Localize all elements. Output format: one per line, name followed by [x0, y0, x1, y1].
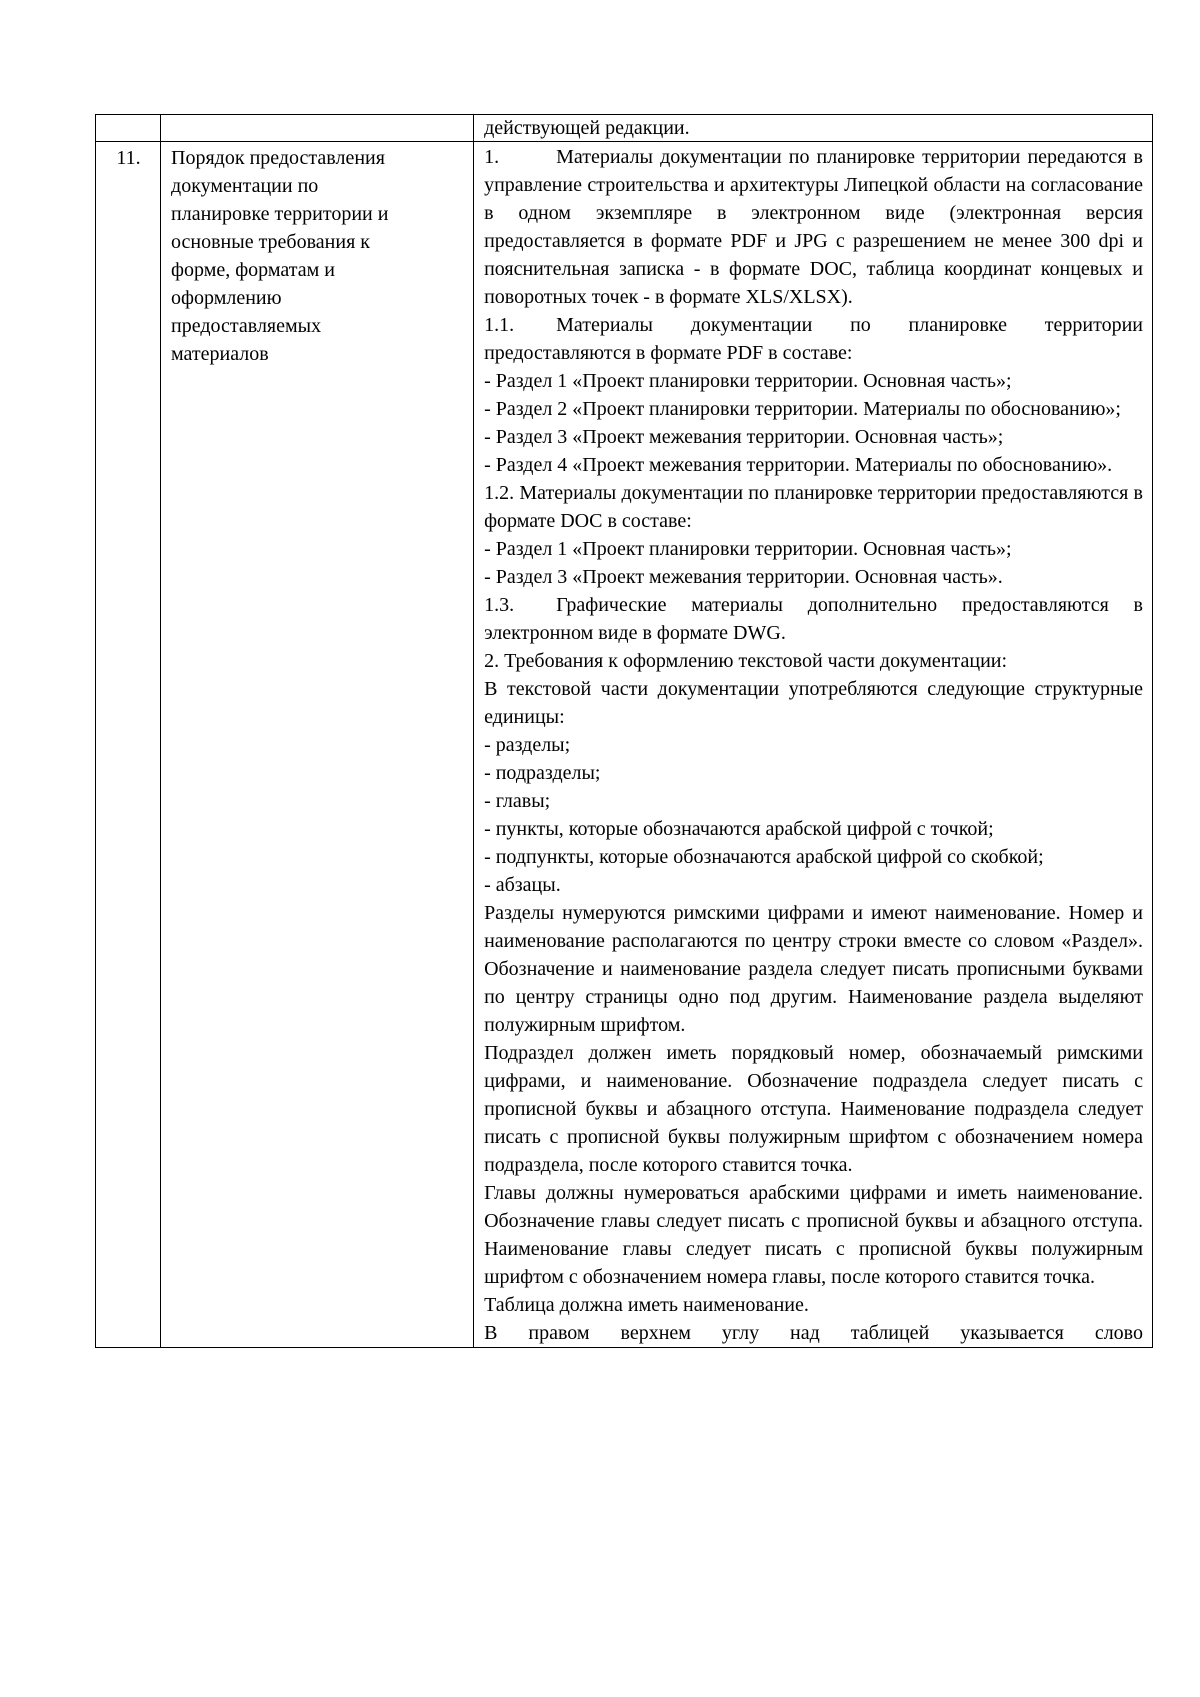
table-row-continuation	[96, 115, 1153, 142]
row-name-line: оформлению	[171, 287, 282, 309]
row-name-line: материалов	[171, 343, 269, 365]
row-text-cell	[474, 142, 1153, 1348]
paragraph: - Раздел 3 «Проект межевания территории. Основная часть»;	[484, 426, 1004, 448]
row-name-line: предоставляемых	[171, 315, 322, 337]
paragraph: В текстовой части документации употребляются следующие структурные единицы:	[484, 678, 1143, 728]
paragraph-text: Материалы документации по планировке территории передаются в управление строительства и архитектуры Липецкой области на согласование в одном экземпляре в электронном виде (электронная версия предоставляется в формате PDF и JPG с разрешением не менее 300 dpi и пояснительная записка - в формате DOC, таблица координат концевых и поворотных точек - в формате XLS/XLSX).	[484, 146, 1143, 308]
row-text-cell	[474, 115, 1153, 142]
row-number-cell	[96, 115, 161, 142]
paragraph: - подразделы;	[484, 762, 601, 784]
paragraph	[484, 591, 1143, 647]
paragraph-number: 1.1.	[484, 314, 515, 336]
paragraph: - Раздел 1 «Проект планировки территории. Основная часть»;	[484, 538, 1012, 560]
paragraph: - абзацы.	[484, 874, 561, 896]
paragraph: - Раздел 1 «Проект планировки территории. Основная часть»;	[484, 370, 1012, 392]
paragraph: - подпункты, которые обозначаются арабской цифрой со скобкой;	[484, 846, 1044, 868]
row-name-line: основные требования к	[171, 231, 370, 253]
paragraph: - Раздел 3 «Проект межевания территории. Основная часть».	[484, 566, 1003, 588]
paragraph: - Раздел 4 «Проект межевания территории. Материалы по обоснованию».	[484, 454, 1113, 476]
paragraph: Главы должны нумероваться арабскими цифрами и иметь наименование. Обозначение главы следует писать с прописной буквы и абзацного отступа. Наименование главы следует писать с прописной буквы полужирным шрифтом с обозначением номера главы, после которого ставится точка.	[484, 1182, 1143, 1288]
row-name-line: Порядок предоставления	[171, 147, 385, 169]
row-name-cell	[161, 115, 474, 142]
row-name-line: планировке территории и	[171, 203, 389, 225]
paragraph-text: Материалы документации по планировке территории предоставляются в формате PDF в составе:	[484, 314, 1143, 364]
paragraph: В правом верхнем углу над таблицей указывается слово	[484, 1322, 1143, 1344]
paragraph: 1.2. Материалы документации по планировке территории предоставляются в формате DOC в составе:	[484, 482, 1143, 532]
paragraph-text: Графические материалы дополнительно предоставляются в электронном виде в формате DWG.	[484, 594, 1143, 644]
paragraph: Таблица должна иметь наименование.	[484, 1294, 809, 1316]
paragraph: Подраздел должен иметь порядковый номер, обозначаемый римскими цифрами, и наименование. Обозначение подраздела следует писать с прописной буквы и абзацного отступа. Наименование подраздела следует писать с прописной буквы полужирным шрифтом с обозначением номера подраздела, после которого ставится точка.	[484, 1042, 1143, 1176]
paragraph	[484, 311, 1143, 367]
row-number-cell: 11.	[96, 142, 161, 1348]
paragraph: - разделы;	[484, 734, 571, 756]
paragraph-number: 1.	[484, 146, 500, 168]
row-name-line: документации по	[171, 175, 319, 197]
paragraph: - Раздел 2 «Проект планировки территории. Материалы по обоснованию»;	[484, 398, 1121, 420]
paragraph: 2. Требования к оформлению текстовой части документации:	[484, 650, 1008, 672]
paragraph-number: 1.3.	[484, 594, 515, 616]
row-name-line: форме, форматам и	[171, 259, 335, 281]
paragraph: - главы;	[484, 790, 551, 812]
paragraph: - пункты, которые обозначаются арабской цифрой с точкой;	[484, 818, 994, 840]
row-name-cell	[161, 142, 474, 1348]
table-row-11	[96, 142, 1153, 1348]
continuation-paragraph: действующей редакции.	[484, 117, 690, 139]
document-table	[95, 114, 1153, 1348]
paragraph: Разделы нумеруются римскими цифрами и имеют наименование. Номер и наименование располагаются по центру строки вместе со словом «Раздел». Обозначение и наименование раздела следует писать прописными буквами по центру страницы одно под другим. Наименование раздела выделяют полужирным шрифтом.	[484, 902, 1143, 1036]
paragraph	[484, 143, 1143, 311]
